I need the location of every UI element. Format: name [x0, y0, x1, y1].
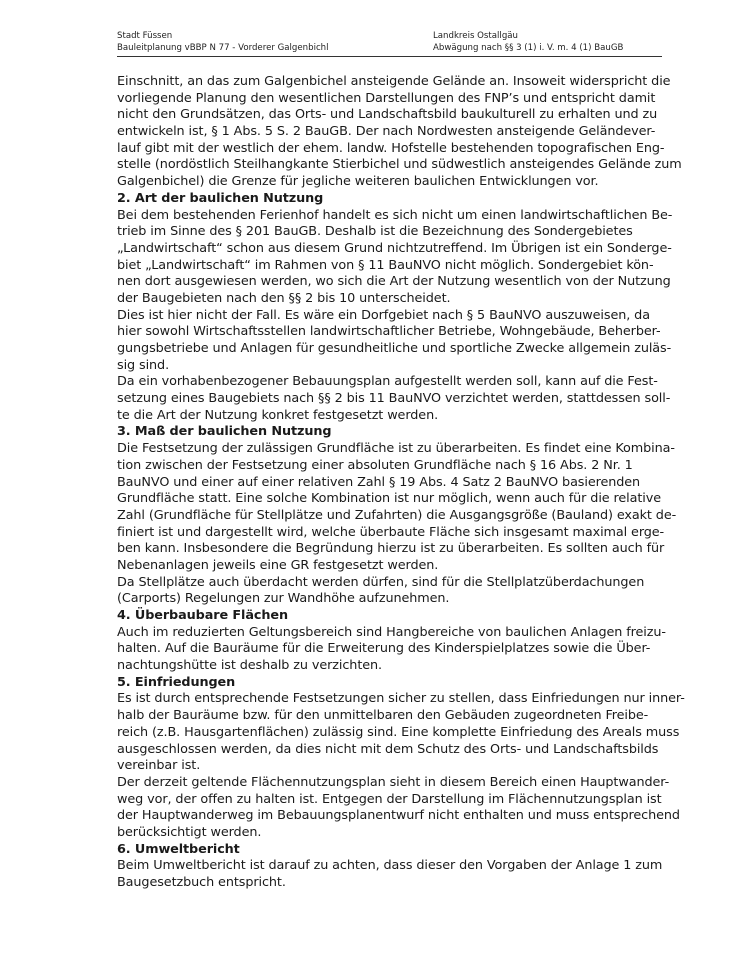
text-line: ausgeschlossen werden, da dies nicht mit dem Schutz des Orts- und Landschaftsbilds — [117, 741, 659, 757]
text-line: hier sowohl Wirtschaftsstellen landwirtschaftlicher Betriebe, Wohngebäude, Beherber- — [117, 324, 661, 340]
header-district: Landkreis Ostallgäu — [433, 31, 518, 41]
text-line: te die Art der Nutzung konkret festgesetzt werden. — [117, 407, 439, 423]
text-line: Dies ist hier nicht der Fall. Es wäre ein Dorfgebiet nach § 5 BauNVO auszuweisen, da — [117, 307, 650, 323]
text-line: (Carports) Regelungen zur Wandhöhe aufzunehmen. — [117, 591, 450, 607]
text-line: nachtungshütte ist deshalb zu verzichten. — [117, 658, 382, 674]
section-heading: 6. Umweltbericht — [117, 841, 240, 857]
text-line: Beim Umweltbericht ist darauf zu achten, dass dieser den Vorgaben der Anlage 1 zum — [117, 858, 663, 874]
text-line: biet „Landwirtschaft“ im Rahmen von § 11 BauNVO nicht möglich. Sondergebiet kön- — [117, 257, 654, 273]
text-line: gungsbetriebe und Anlagen für gesundheitliche und sportliche Zwecke allgemein zuläs- — [117, 341, 672, 356]
text-line: reich (z.B. Hausgartenflächen) zulässig sind. Eine komplette Einfriedung des Areals muss — [117, 724, 680, 740]
text-line: Die Festsetzung der zulässigen Grundfläche ist zu überarbeiten. Es findet eine Kombina- — [117, 441, 675, 457]
text-line: Bei dem bestehenden Ferienhof handelt es sich nicht um einen landwirtschaftlichen Be- — [117, 207, 673, 223]
text-line: Zahl (Grundfläche für Stellplätze und Zufahrten) die Ausgangsgröße (Bauland) exakt de- — [117, 507, 677, 523]
header-right — [433, 31, 623, 54]
text-line: nicht den Grundsätzen, das Orts- und Landschaftsbild baukulturell zu erhalten und zu — [117, 107, 658, 123]
text-line: entwickeln ist, § 1 Abs. 5 S. 2 BauGB. Der nach Nordwesten ansteigende Geländever- — [117, 124, 656, 140]
section-heading: 2. Art der baulichen Nutzung — [117, 190, 324, 206]
header-divider — [117, 56, 662, 57]
header-plan-title: Bauleitplanung vBBP N 77 - Vorderer Galgenbichl — [117, 42, 329, 53]
text-line: trieb im Sinne des § 201 BauGB. Deshalb ist die Bezeichnung des Sondergebietes — [117, 224, 633, 240]
text-line: berücksichtigt werden. — [117, 824, 262, 840]
text-line: weg vor, der offen zu halten ist. Entgegen der Darstellung im Flächennutzungsplan ist — [117, 791, 662, 807]
section-heading: 5. Einfriedungen — [117, 674, 236, 690]
header-municipality: Stadt Füssen — [117, 31, 173, 41]
text-line: „Landwirtschaft“ schon aus diesem Grund nichtzutreffend. Im Übrigen ist ein Sonderge- — [117, 240, 672, 256]
text-line: finiert ist und dargestellt wird, welche überbaute Fläche sich insgesamt maximal erge- — [117, 524, 665, 540]
text-line: BauNVO und einer auf einer relativen Zahl § 19 Abs. 4 Satz 2 BauNVO basierenden — [117, 474, 641, 490]
text-line: Da Stellplätze auch überdacht werden dürfen, sind für die Stellplatzüberdachungen — [117, 574, 645, 590]
text-line: sig sind. — [117, 357, 170, 373]
text-line: nen dort ausgewiesen werden, wo sich die Art der Nutzung wesentlich von der Nutzung — [117, 274, 671, 290]
text-line: ben kann. Insbesondere die Begründung hierzu ist zu überarbeiten. Es sollten auch für — [117, 541, 665, 557]
text-line: stelle (nordöstlich Steilhangkante Stierbichel und südwestlich ansteigendes Gelände zum — [117, 157, 682, 173]
text-line: Einschnitt, an das zum Galgenbichel ansteigende Gelände an. Insoweit widerspricht die — [117, 74, 671, 89]
text-line: der Hauptwanderweg im Bebauungsplanentwurf nicht enthalten und muss entsprechend — [117, 808, 680, 824]
header-left — [117, 31, 329, 54]
header-procedure: Abwägung nach §§ 3 (1) i. V. m. 4 (1) BauGB — [433, 42, 624, 53]
text-line: Der derzeit geltende Flächennutzungsplan sieht in diesem Bereich einen Hauptwander- — [117, 774, 670, 790]
text-line: lauf gibt mit der westlich der ehem. landw. Hofstelle bestehenden topografischen Eng- — [117, 140, 665, 156]
text-line: Baugesetzbuch entspricht. — [117, 875, 286, 890]
text-line: Galgenbichel) die Grenze für jegliche weiteren baulichen Entwicklungen vor. — [117, 174, 599, 190]
text-line: Auch im reduzierten Geltungsbereich sind Hangbereiche von baulichen Anlagen freizu- — [117, 624, 666, 640]
text-line: der Baugebieten nach den §§ 2 bis 10 unterscheidet. — [117, 290, 451, 306]
text-line: vereinbar ist. — [117, 758, 201, 774]
section-heading: 4. Überbaubare Flächen — [117, 608, 288, 623]
text-line: halb der Bauräume bzw. für den unmittelbaren den Gebäuden zugeordneten Freibe- — [117, 708, 649, 724]
document-body — [117, 74, 685, 892]
text-line: Da ein vorhabenbezogener Bebauungsplan aufgestellt werden soll, kann auf die Fest- — [117, 374, 658, 390]
section-heading: 3. Maß der baulichen Nutzung — [117, 424, 332, 440]
text-line: Es ist durch entsprechende Festsetzungen sicher zu stellen, dass Einfriedungen nur inner- — [117, 691, 685, 707]
text-line: setzung eines Baugebiets nach §§ 2 bis 11 BauNVO verzichtet werden, stattdessen soll- — [117, 391, 671, 407]
text-line: tion zwischen der Festsetzung einer absoluten Grundfläche nach § 16 Abs. 2 Nr. 1 — [117, 457, 633, 473]
text-line: halten. Auf die Bauräume für die Erweiterung des Kinderspielplatzes sowie die Über- — [117, 641, 651, 657]
text-line: Grundfläche statt. Eine solche Kombination ist nur möglich, wenn auch für die relative — [117, 491, 661, 507]
text-line: vorliegende Planung den wesentlichen Darstellungen des FNP’s und entspricht damit — [117, 90, 656, 106]
text-line: Nebenanlagen jeweils eine GR festgesetzt werden. — [117, 557, 439, 573]
